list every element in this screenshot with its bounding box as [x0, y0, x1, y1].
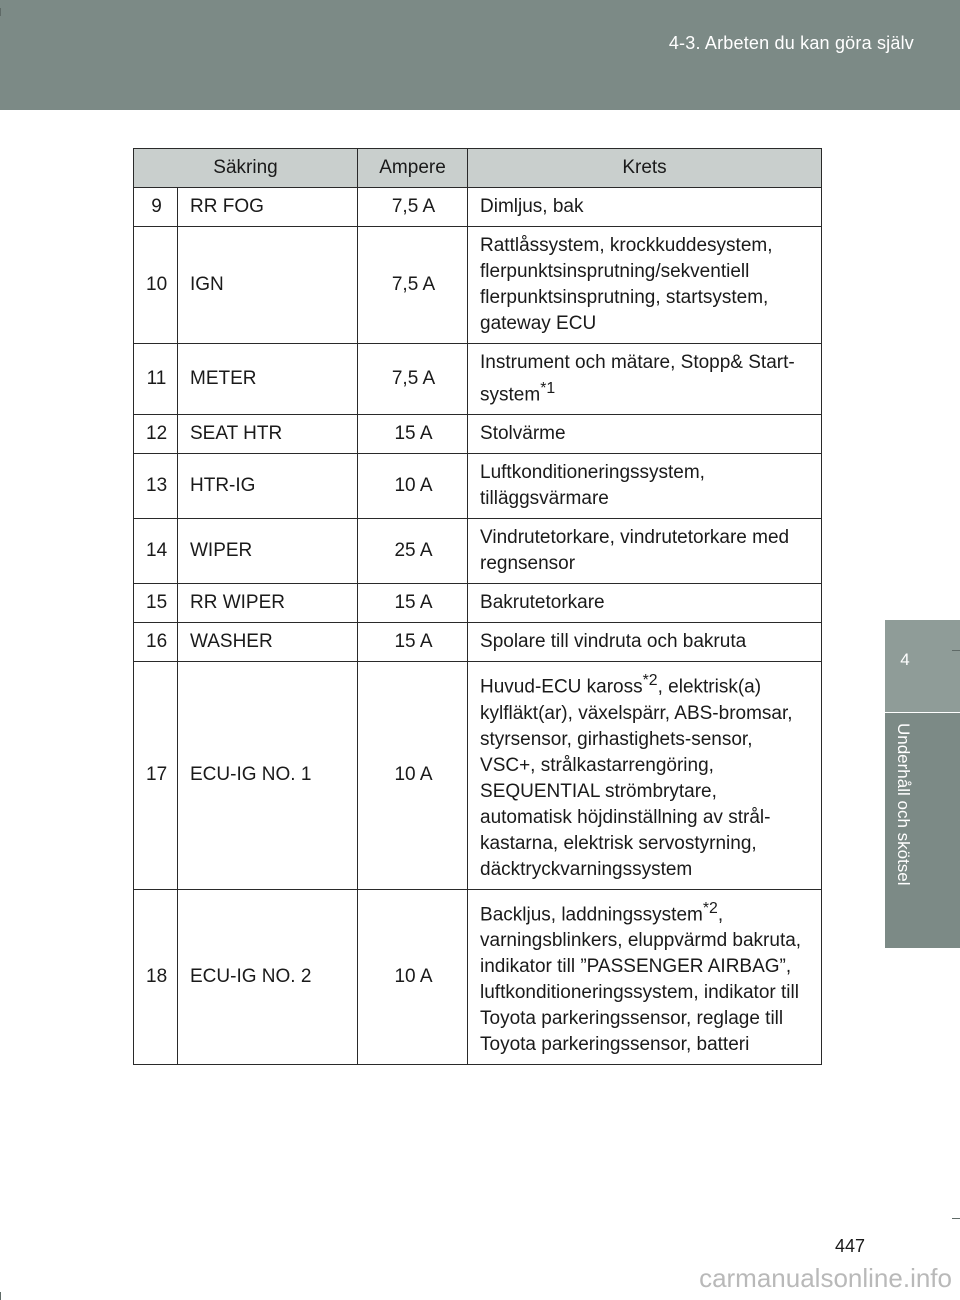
crop-mark	[952, 650, 960, 651]
fuse-name: SEAT HTR	[178, 415, 358, 454]
table-row	[134, 344, 822, 415]
crop-mark	[952, 1218, 960, 1219]
fuse-name: RR FOG	[178, 188, 358, 227]
column-header-krets: Krets	[468, 149, 822, 188]
page-number: 447	[835, 1236, 866, 1256]
table-row	[134, 584, 822, 623]
fuse-number: 17	[134, 662, 178, 889]
circuit-text: , elektrisk(a) kylfläkt(ar), växelspärr, ABS-bromsar, styrsensor, girhastighets-sensor, VSC+, strålkastarrengöring, SEQUENTIAL strömbrytare, automatisk höjdinställning av strål-kastarna, elektrisk servostyrning, däcktryckvarningssystem	[480, 676, 793, 880]
footnote-marker: *1	[540, 380, 556, 397]
section-title: 4-3. Arbeten du kan göra själv	[668, 33, 914, 53]
fuse-circuit	[468, 415, 822, 454]
fuse-ampere: 15 A	[358, 584, 468, 623]
fuse-circuit	[468, 454, 822, 519]
circuit-text: , varningsblinkers, eluppvärmd bakruta, indikator till ”PASSENGER AIRBAG”, luftkonditioneringssystem, indikator till Toyota parkeringssensor, reglage till Toyota parkeringssensor, batteri	[480, 903, 802, 1055]
fuse-name: ECU-IG NO. 2	[178, 889, 358, 1064]
table-row	[134, 623, 822, 662]
fuse-name: HTR-IG	[178, 454, 358, 519]
fuse-circuit	[468, 623, 822, 662]
fuse-circuit	[468, 519, 822, 584]
circuit-text: Spolare till vindruta och bakruta	[480, 631, 747, 653]
fuse-ampere: 7,5 A	[358, 227, 468, 344]
footnote-marker: *2	[702, 899, 718, 917]
fuse-number: 18	[134, 889, 178, 1064]
table-row	[134, 415, 822, 454]
fuse-name: IGN	[178, 227, 358, 344]
crop-mark	[0, 1292, 1, 1300]
circuit-text: Bakrutetorkare	[480, 592, 605, 614]
fuse-ampere: 10 A	[358, 662, 468, 889]
fuse-number: 15	[134, 584, 178, 623]
fuse-name: WASHER	[178, 623, 358, 662]
circuit-text: Stolvärme	[480, 423, 566, 445]
fuse-number: 16	[134, 623, 178, 662]
crop-mark	[0, 8, 1, 16]
fuse-number: 12	[134, 415, 178, 454]
fuse-ampere: 7,5 A	[358, 344, 468, 415]
fuse-circuit	[468, 188, 822, 227]
fuse-number: 11	[134, 344, 178, 415]
fuse-ampere: 7,5 A	[358, 188, 468, 227]
fuse-circuit	[468, 344, 822, 415]
fuse-circuit	[468, 662, 822, 889]
table-row	[134, 454, 822, 519]
watermark: carmanualsonline.info	[699, 1263, 952, 1293]
table-row	[134, 227, 822, 344]
circuit-text: Vindrutetorkare, vindrutetorkare med regnsensor	[480, 527, 790, 575]
circuit-text-start: Huvud-ECU kaross	[480, 676, 643, 698]
fuse-ampere: 15 A	[358, 415, 468, 454]
circuit-text: Dimljus, bak	[480, 196, 584, 217]
fuse-number: 14	[134, 519, 178, 584]
circuit-text: Instrument och mätare, Stopp& Start-system	[480, 352, 795, 406]
fuse-ampere: 10 A	[358, 454, 468, 519]
fuse-circuit	[468, 227, 822, 344]
fuse-name: RR WIPER	[178, 584, 358, 623]
fuse-number: 10	[134, 227, 178, 344]
column-header-ampere: Ampere	[358, 149, 468, 188]
table-row	[134, 519, 822, 584]
fuse-name: METER	[178, 344, 358, 415]
fuse-number: 13	[134, 454, 178, 519]
table-header-row	[134, 149, 822, 188]
footnote-marker: *2	[642, 672, 658, 690]
circuit-text: Luftkonditioneringssystem, tilläggsvärmare	[480, 462, 705, 510]
chapter-label: Underhåll och skötsel	[894, 723, 913, 886]
fuse-ampere: 25 A	[358, 519, 468, 584]
chapter-number: 4	[900, 650, 910, 669]
circuit-text: Rattlåssystem, krockkuddesystem, flerpunktsinsprutning/sekventiell flerpunktsinsprutning, startsystem, gateway ECU	[480, 235, 773, 334]
fuse-name: WIPER	[178, 519, 358, 584]
fuse-circuit	[468, 889, 822, 1064]
fuse-number: 9	[134, 188, 178, 227]
header-band	[0, 0, 960, 110]
table-row	[134, 188, 822, 227]
fuse-ampere: 15 A	[358, 623, 468, 662]
fuse-ampere: 10 A	[358, 889, 468, 1064]
table-row	[134, 662, 822, 889]
fuse-circuit	[468, 584, 822, 623]
fuse-name: ECU-IG NO. 1	[178, 662, 358, 889]
table-row	[134, 889, 822, 1064]
fuse-table	[133, 148, 822, 1065]
circuit-text-start: Backljus, laddningssystem	[480, 903, 703, 925]
column-header-sakring: Säkring	[134, 149, 358, 188]
